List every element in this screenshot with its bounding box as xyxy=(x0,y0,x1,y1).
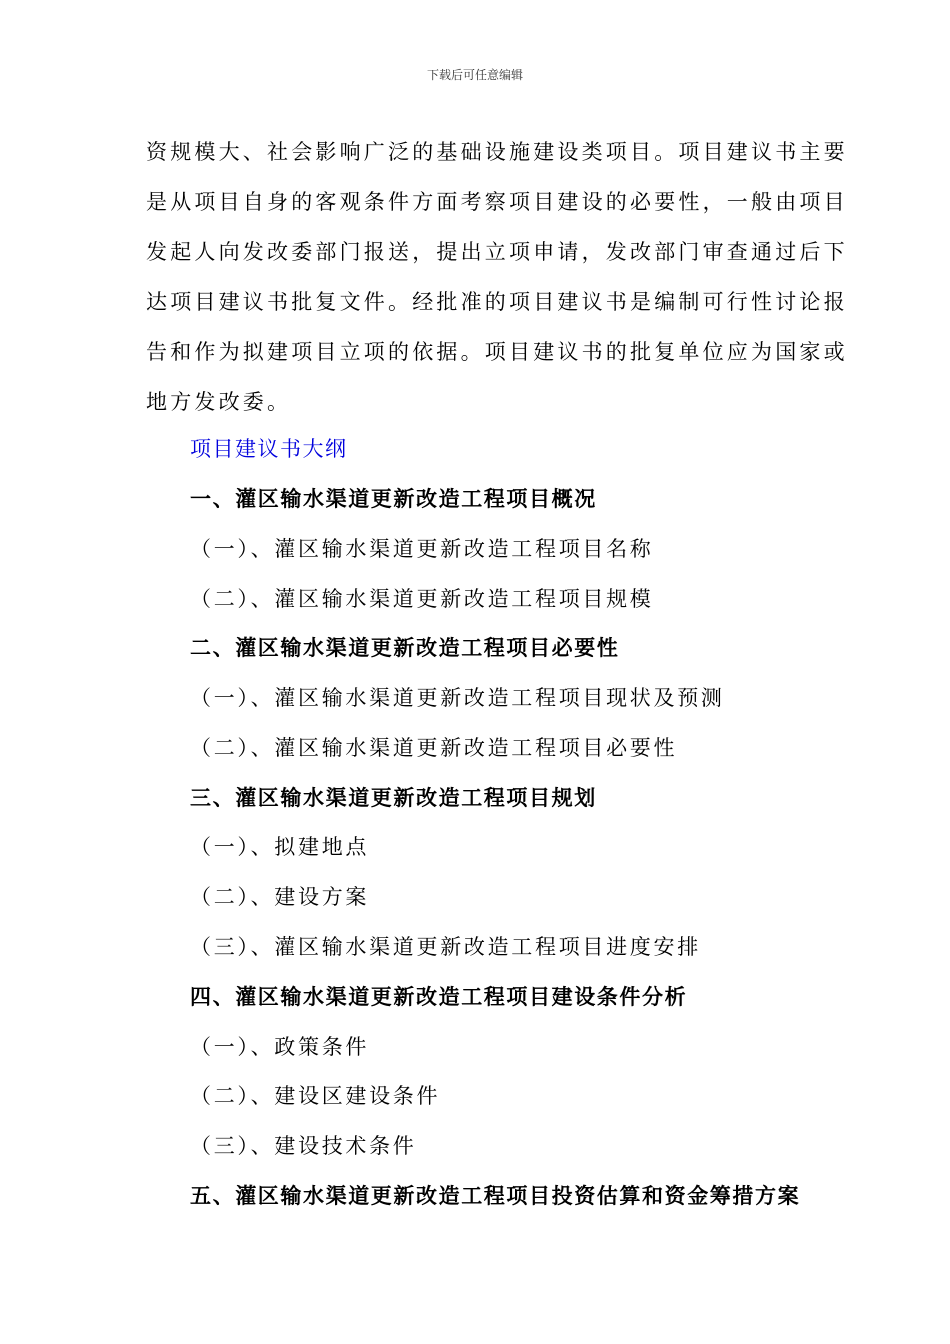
paragraph-line: 发起人向发改委部门报送，提出立项申请，发改部门审查通过后下 xyxy=(146,240,848,264)
paragraph-line: 告和作为拟建项目立项的依据。项目建议书的批复单位应为国家或 xyxy=(146,340,848,364)
outline-subitem: （二）、灌区输水渠道更新改造工程项目规模 xyxy=(190,587,654,611)
paragraph-line: 达项目建议书批复文件。经批准的项目建议书是编制可行性讨论报 xyxy=(146,290,848,314)
outline-subitem: （一）、灌区输水渠道更新改造工程项目现状及预测 xyxy=(190,686,725,710)
outline-subitem: （二）、灌区输水渠道更新改造工程项目必要性 xyxy=(190,736,678,760)
intro-paragraph xyxy=(146,127,848,427)
outline-subitem: （二）、建设区建设条件 xyxy=(190,1084,441,1108)
outline-heading: 五、灌区输水渠道更新改造工程项目投资估算和资金筹措方案 xyxy=(190,1183,801,1208)
paragraph-line: 资规模大、社会影响广泛的基础设施建设类项目。项目建议书主要 xyxy=(146,140,848,164)
outline-subitem: （一）、灌区输水渠道更新改造工程项目名称 xyxy=(190,537,654,561)
outline-heading: 四、灌区输水渠道更新改造工程项目建设条件分析 xyxy=(190,984,688,1009)
outline-subitem: （三）、灌区输水渠道更新改造工程项目进度安排 xyxy=(190,935,701,959)
page-header: 下载后可任意编辑 xyxy=(426,68,523,82)
outline-subitem: （一）、拟建地点 xyxy=(190,835,370,859)
outline-subitem: （一）、政策条件 xyxy=(190,1035,370,1059)
outline-subitem: （三）、建设技术条件 xyxy=(190,1134,417,1158)
outline-title: 项目建议书大纲 xyxy=(190,437,348,461)
outline-heading: 二、灌区输水渠道更新改造工程项目必要性 xyxy=(190,635,620,660)
paragraph-line: 地方发改委。 xyxy=(146,390,292,414)
outline-heading: 一、灌区输水渠道更新改造工程项目概况 xyxy=(190,486,597,511)
outline-heading: 三、灌区输水渠道更新改造工程项目规划 xyxy=(190,785,597,810)
paragraph-line: 是从项目自身的客观条件方面考察项目建设的必要性，一般由项目 xyxy=(146,190,848,214)
outline-subitem: （二）、建设方案 xyxy=(190,885,370,909)
